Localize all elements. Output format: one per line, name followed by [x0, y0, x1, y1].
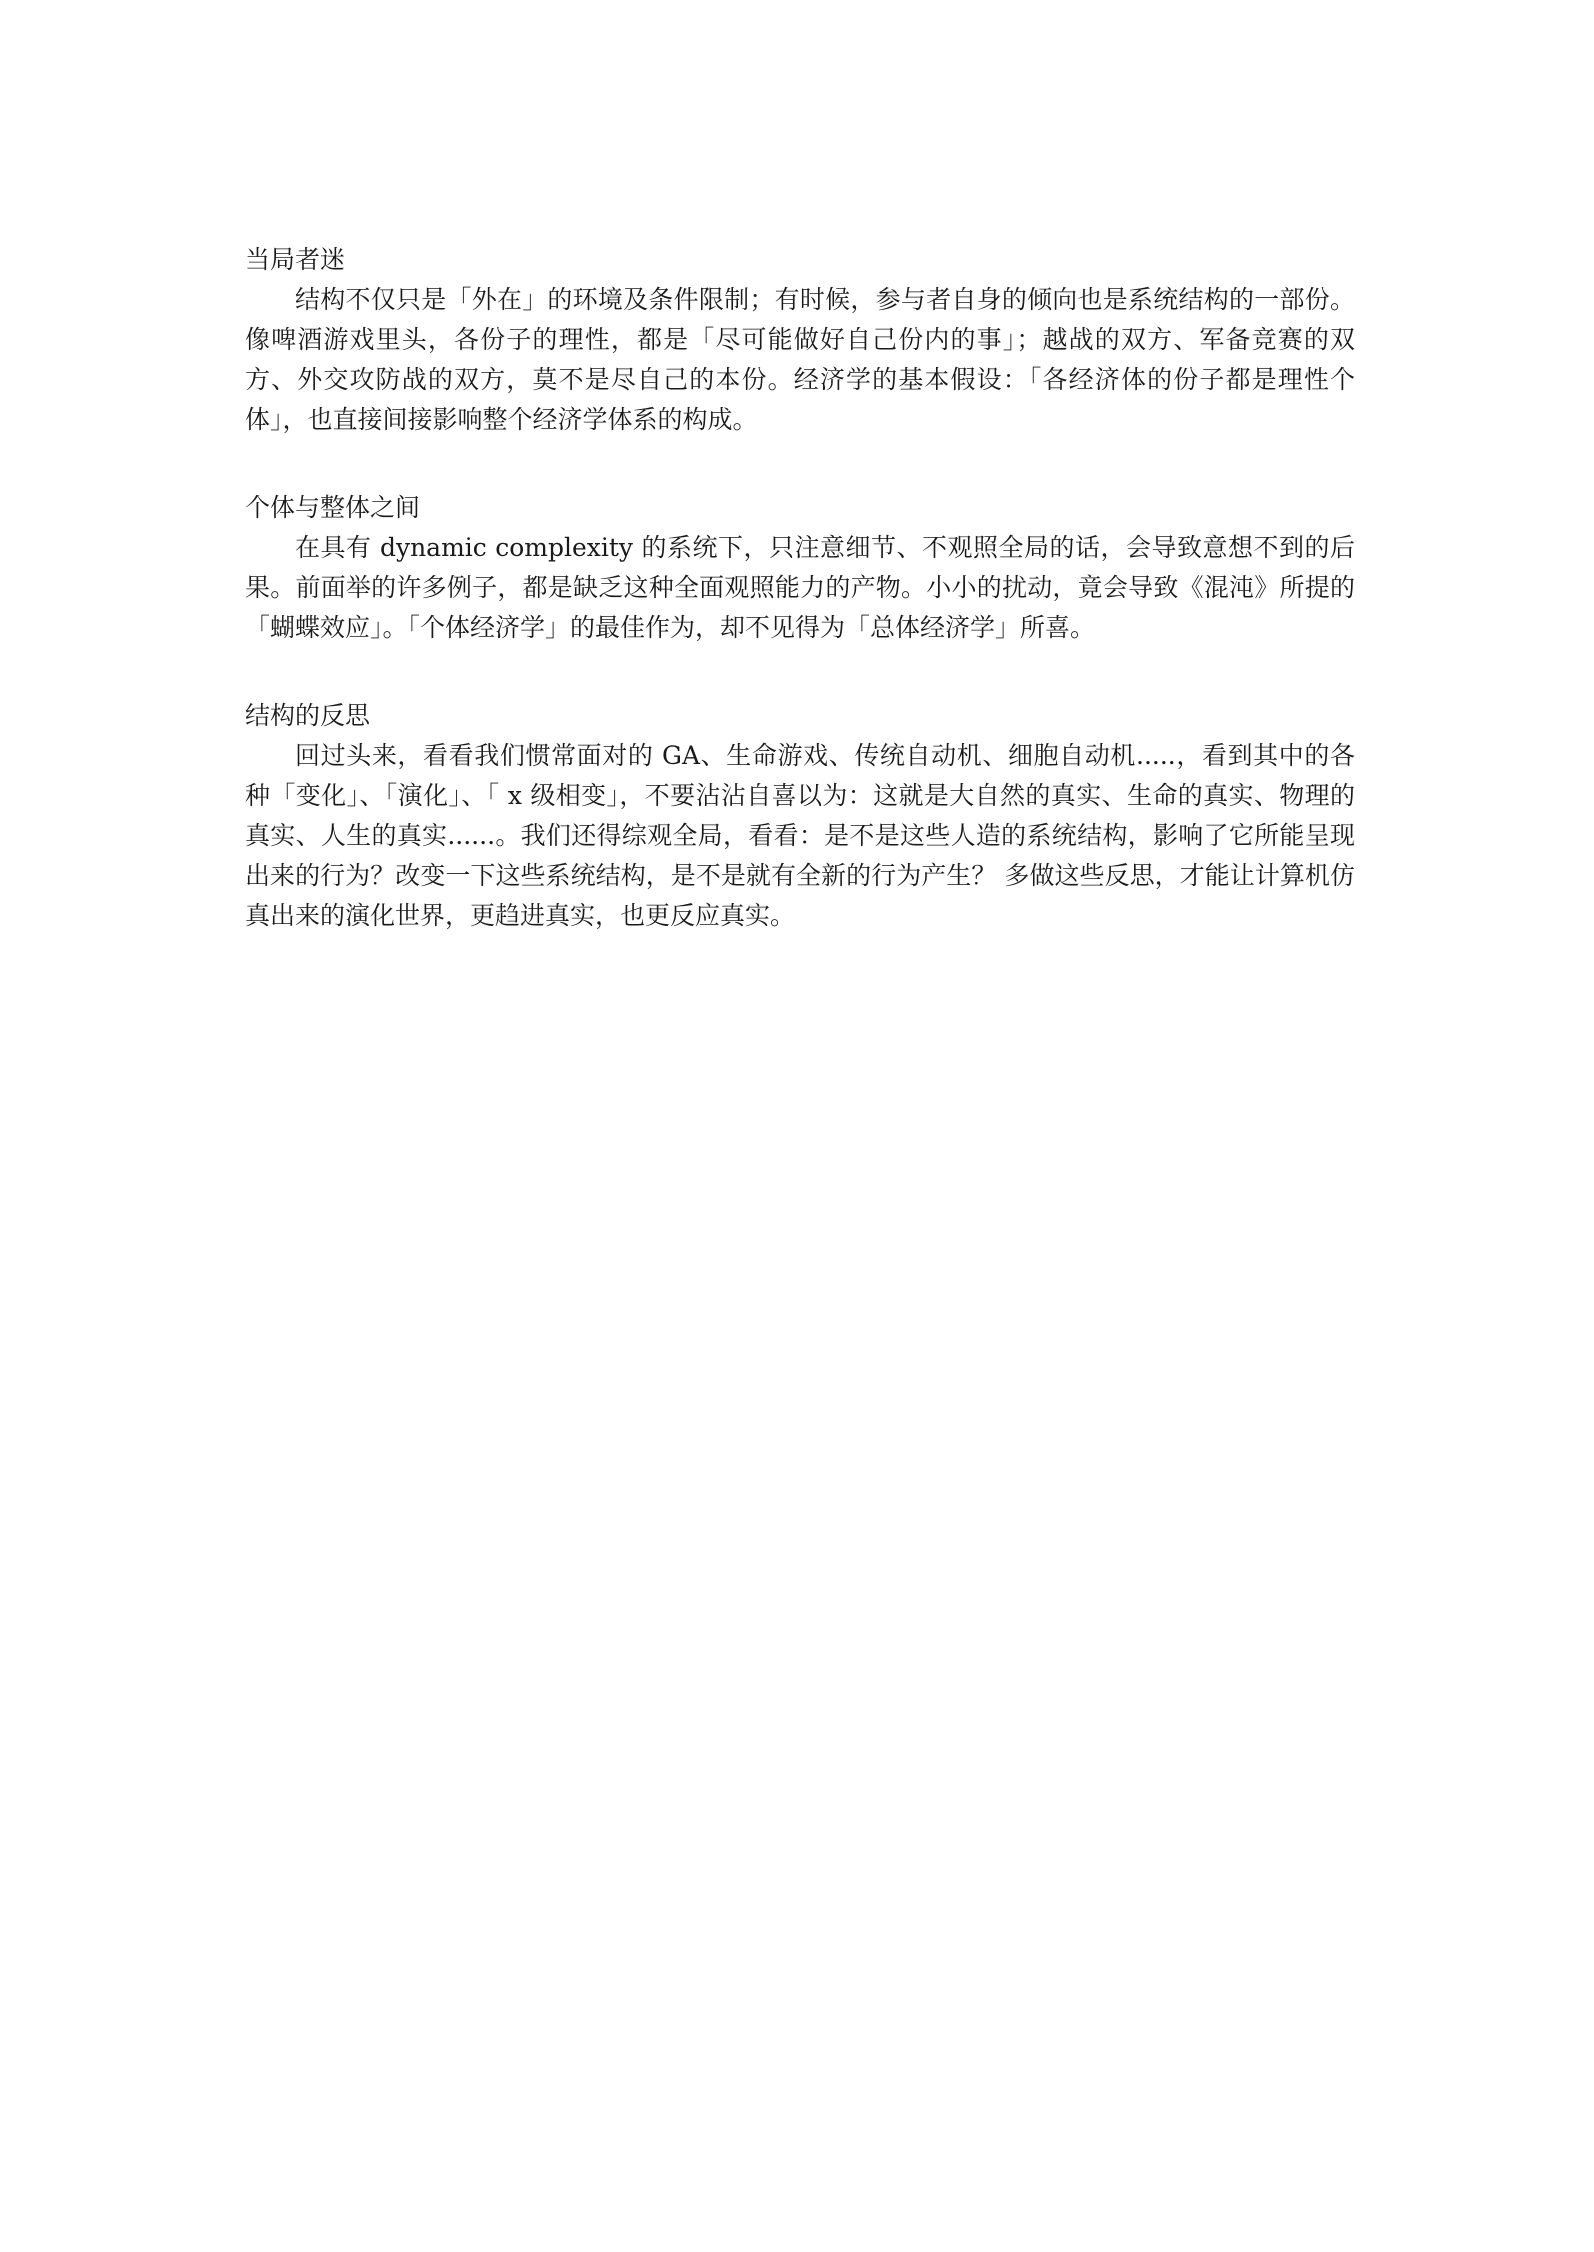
- section-heading: 当局者迷: [245, 245, 346, 274]
- section-heading: 结构的反思: [245, 701, 371, 730]
- section-paragraph: 结构不仅只是「外在」的环境及条件限制；有时候，参与者自身的倾向也是系统结构的一部份。像啤酒游戏里头，各份子的理性，都是「尽可能做好自己份内的事」；越战的双方、军备竞赛的双方、外交攻防战的双方，莫不是尽自己的本份。经济学的基本假设：「各经济体的份子都是理性个体」，也直接间接影响整个经济学体系的构成。: [245, 285, 1355, 434]
- section-paragraph: 在具有 dynamic complexity 的系统下，只注意细节、不观照全局的话，会导致意想不到的后果。前面举的许多例子，都是缺乏这种全面观照能力的产物。小小的扰动，竟会导致《混沌》所提的「蝴蝶效应」。「个体经济学」的最佳作为，却不见得为「总体经济学」所喜。: [245, 533, 1355, 642]
- section-structure-reflection: [245, 696, 1355, 936]
- document-page: [245, 240, 1355, 984]
- section-heading: 个体与整体之间: [245, 493, 421, 522]
- section-paragraph: 回过头来，看看我们惯常面对的 GA、生命游戏、传统自动机、细胞自动机.....，看到其中的各种「变化」、「演化」、「 x 级相变」，不要沾沾自喜以为：这就是大自然的真实、生命的真实、物理的真实、人生的真实......。我们还得综观全局，看看：是不是这些人造的系统结构，影响了它所能呈现出来的行为？改变一下这些系统结构，是不是就有全新的行为产生？ 多做这些反思，才能让计算机仿真出来的演化世界，更趋进真实，也更反应真实。: [245, 741, 1355, 930]
- section-observer: [245, 240, 1355, 440]
- section-individual-whole: [245, 488, 1355, 648]
